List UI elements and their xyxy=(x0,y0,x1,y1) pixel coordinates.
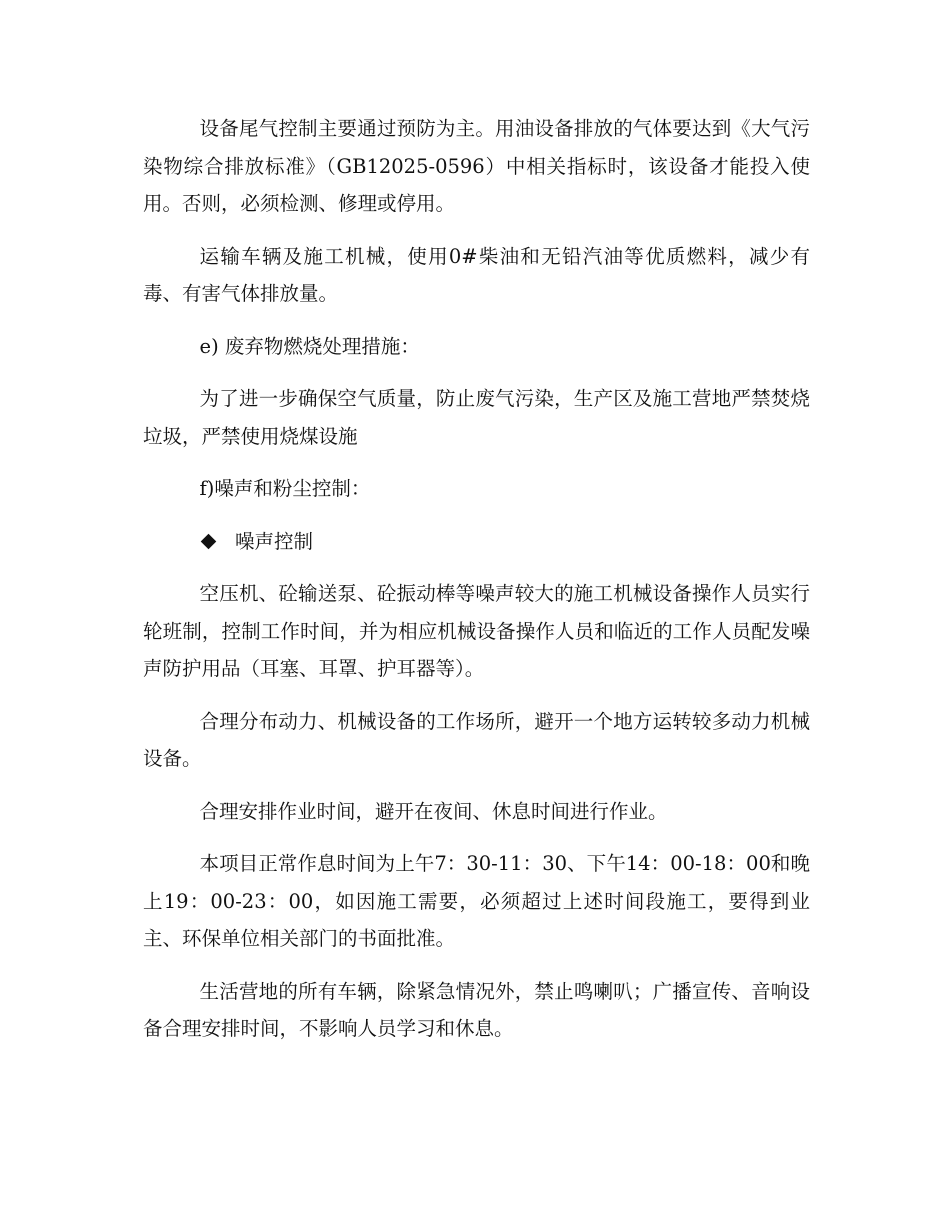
diamond-bullet-icon xyxy=(201,533,217,549)
heading-waste-burning: e) 废弃物燃烧处理措施： xyxy=(199,334,420,358)
paragraph-vehicles: 生活营地的所有车辆，除紧急情况外，禁止鸣喇叭；广播宣传、音响设备合理安排时间，不影响人员学习和休息。 xyxy=(143,979,810,1040)
document-body xyxy=(143,110,810,1063)
paragraph-distribution: 合理分布动力、机械设备的工作场所，避开一个地方运转较多动力机械设备。 xyxy=(143,709,810,770)
paragraph-schedule: 合理安排作业时间，避开在夜间、休息时间进行作业。 xyxy=(199,799,668,823)
paragraph-fuel: 运输车辆及施工机械，使用0#柴油和无铅汽油等优质燃料，减少有毒、有害气体排放量。 xyxy=(143,244,810,305)
bullet-noise-control xyxy=(143,523,810,561)
bullet-label: 噪声控制 xyxy=(235,529,314,553)
paragraph-air-quality: 为了进一步确保空气质量，防止废气污染，生产区及施工营地严禁焚烧垃圾，严禁使用烧煤设施 xyxy=(143,387,810,448)
heading-noise-dust: f)噪声和粉尘控制： xyxy=(199,477,371,500)
paragraph-work-hours: 本项目正常作息时间为上午7：30-11：30、下午14：00-18：00和晚上19：00-23：00，如因施工需要，必须超过上述时间段施工，要得到业主、环保单位相关部门的书面批准。 xyxy=(143,852,810,950)
paragraph-exhaust-control: 设备尾气控制主要通过预防为主。用油设备排放的气体要达到《大气污染物综合排放标准》（GB12025-0596）中相关指标时，该设备才能投入使用。否则，必须检测、修理或停用。 xyxy=(143,117,810,215)
paragraph-equipment-shifts: 空压机、砼输送泵、砼振动棒等噪声较大的施工机械设备操作人员实行轮班制，控制工作时间，并为相应机械设备操作人员和临近的工作人员配发噪声防护用品（耳塞、耳罩、护耳器等）。 xyxy=(143,582,810,680)
